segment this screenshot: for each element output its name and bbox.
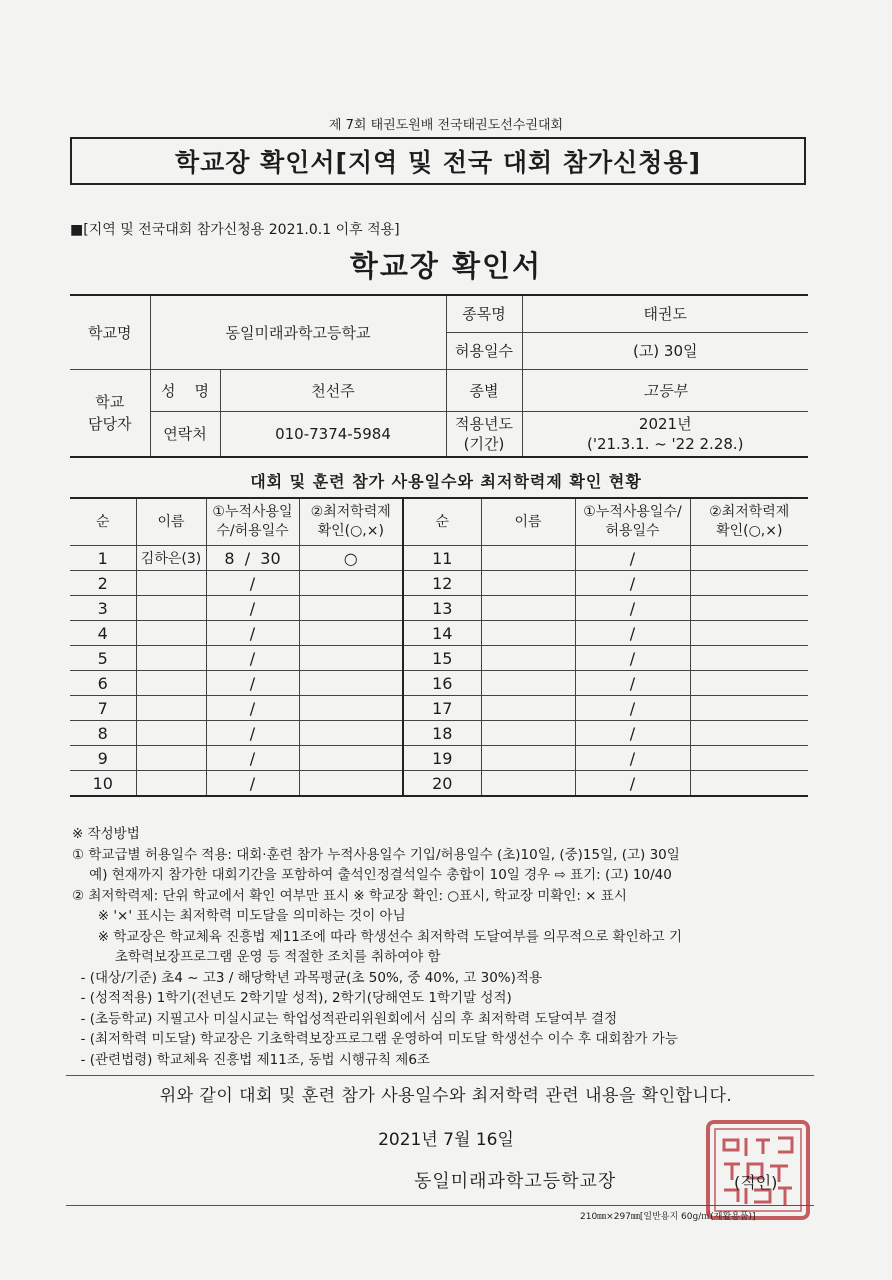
- document-heading: 학교장 확인서[지역 및 전국 대회 참가신청용]: [174, 148, 702, 177]
- col-acad2-line2: 확인(○,×): [716, 523, 783, 539]
- row-no2: 14: [403, 621, 481, 646]
- row-acad: [299, 571, 403, 596]
- row-name2: [481, 571, 575, 596]
- row-name: 김하은(3): [136, 546, 206, 571]
- year-value: [522, 411, 808, 457]
- row-acad2: [690, 621, 808, 646]
- paper-spec: 210㎜×297㎜[일반용지 60g/㎡(재활용품)]: [580, 1212, 756, 1222]
- row-acad: [299, 771, 403, 797]
- table-row: [70, 771, 808, 797]
- col-days-line1: ①누적사용일: [212, 504, 293, 520]
- table-row: [70, 546, 808, 571]
- event-value: 태권도: [522, 295, 808, 332]
- row-days: /: [206, 596, 299, 621]
- row-acad: [299, 721, 403, 746]
- col-days2-line1: ①누적사용일수/: [583, 504, 682, 520]
- document-heading-box: [70, 137, 806, 185]
- row-acad: [299, 646, 403, 671]
- row-name: [136, 571, 206, 596]
- year-label: [446, 411, 522, 457]
- table-row: [70, 696, 808, 721]
- row-days: /: [206, 571, 299, 596]
- instruction-line: ※ '×' 표시는 최저학력 미도달을 의미하는 것이 아님: [72, 908, 406, 924]
- row-no: 1: [70, 546, 136, 571]
- row-days: /: [206, 746, 299, 771]
- row-no2: 16: [403, 671, 481, 696]
- row-name: [136, 646, 206, 671]
- year-label-line1: 적용년도: [455, 414, 513, 433]
- school-label: 학교명: [70, 295, 150, 369]
- instruction-line: 초학력보장프로그램 운영 등 적절한 조치를 취하여야 함: [72, 949, 441, 965]
- competition-name: 제 7회 태권도원배 전국태권도선수권대회: [328, 118, 564, 133]
- row-name2: [481, 646, 575, 671]
- row-acad2: [690, 646, 808, 671]
- school-name: 동일미래과학고등학교: [150, 295, 446, 369]
- col-acad-header: [299, 498, 403, 546]
- row-acad: [299, 621, 403, 646]
- instruction-line: ① 학교급별 허용일수 적용: 대회·훈련 참가 누적사용일수 기입/허용일수 (초)10일, (중)15일, (고) 30일: [72, 846, 680, 863]
- col-acad2-header: [690, 498, 808, 546]
- row-acad2: [690, 671, 808, 696]
- row-name2: [481, 771, 575, 797]
- allowed-days-value: (고) 30일: [522, 332, 808, 369]
- row-days2: /: [575, 696, 690, 721]
- row-no: 8: [70, 721, 136, 746]
- row-name2: [481, 546, 575, 571]
- instruction-line: ※ 학교장은 학교체육 진흥법 제11조에 따라 학생선수 최저학력 도달여부를 의무적으로 확인하고 기: [72, 928, 683, 945]
- row-no: 6: [70, 671, 136, 696]
- row-name: [136, 621, 206, 646]
- row-acad2: [690, 771, 808, 797]
- name-label: 성 명: [150, 369, 220, 411]
- contact-label: 연락처: [150, 411, 220, 457]
- col-days2-header: [575, 498, 690, 546]
- event-label: 종목명: [446, 295, 522, 332]
- row-name: [136, 746, 206, 771]
- applicability-notice: ■[지역 및 전국대회 참가신청용 2021.0.1 이후 적용]: [70, 222, 400, 238]
- row-days2: /: [575, 546, 690, 571]
- col-acad2-line1: ②최저학력제: [709, 504, 790, 520]
- instruction-line: - (초등학교) 지필고사 미실시교는 학업성적관리위원회에서 심의 후 최저학력 도달여부 결정: [72, 1010, 618, 1027]
- period: ('21.3.1. ~ '22 2.28.): [586, 434, 744, 453]
- row-name: [136, 596, 206, 621]
- row-days2: /: [575, 771, 690, 797]
- row-acad: [299, 596, 403, 621]
- table-row: [70, 671, 808, 696]
- row-acad: ○: [299, 546, 403, 571]
- divider: [66, 1075, 814, 1076]
- row-days2: /: [575, 621, 690, 646]
- bottom-divider: [66, 1205, 814, 1206]
- row-name2: [481, 621, 575, 646]
- row-no: 4: [70, 621, 136, 646]
- issue-date: 2021년 7월 16일: [378, 1130, 514, 1150]
- row-acad2: [690, 596, 808, 621]
- year-label-line2: (기간): [463, 434, 505, 453]
- table-row: [70, 571, 808, 596]
- table-row: [70, 721, 808, 746]
- col-days-line2: 수/허용일수: [216, 523, 289, 539]
- row-acad2: [690, 571, 808, 596]
- seal-label: (직인): [734, 1173, 778, 1192]
- row-acad2: [690, 546, 808, 571]
- row-days: /: [206, 696, 299, 721]
- row-acad2: [690, 696, 808, 721]
- row-days2: /: [575, 596, 690, 621]
- row-no: 10: [70, 771, 136, 797]
- row-no2: 11: [403, 546, 481, 571]
- row-acad: [299, 671, 403, 696]
- instruction-line: - (관련법령) 학교체육 진흥법 제11조, 동법 시행규칙 제6조: [72, 1051, 430, 1068]
- row-name2: [481, 696, 575, 721]
- row-acad2: [690, 746, 808, 771]
- row-acad: [299, 746, 403, 771]
- category-label: 종별: [446, 369, 522, 411]
- col-no-header: 순: [70, 498, 136, 546]
- row-no: 3: [70, 596, 136, 621]
- status-table: [70, 497, 808, 797]
- contact-value: 010-7374-5984: [220, 411, 446, 457]
- row-no: 5: [70, 646, 136, 671]
- table-row: [70, 746, 808, 771]
- row-days2: /: [575, 746, 690, 771]
- allowed-days-label: 허용일수: [446, 332, 522, 369]
- row-days2: /: [575, 646, 690, 671]
- instructions: [72, 824, 812, 1070]
- row-no2: 20: [403, 771, 481, 797]
- row-no: 7: [70, 696, 136, 721]
- year: 2021년: [638, 414, 692, 433]
- row-no: 2: [70, 571, 136, 596]
- row-name: [136, 771, 206, 797]
- school-info-table: [70, 294, 808, 458]
- confirmation-statement: 위와 같이 대회 및 훈련 참가 사용일수와 최저학력 관련 내용을 확인합니다.: [159, 1086, 733, 1106]
- col-acad-line2: 확인(○,×): [317, 523, 384, 539]
- manager-label-line1: 학교: [95, 392, 125, 411]
- row-no2: 12: [403, 571, 481, 596]
- table-row: [70, 621, 808, 646]
- table-row: [70, 646, 808, 671]
- row-no2: 19: [403, 746, 481, 771]
- table-row: [70, 596, 808, 621]
- manager-name: 천선주: [220, 369, 446, 411]
- row-days: /: [206, 621, 299, 646]
- row-days: 8 / 30: [206, 546, 299, 571]
- principal-title: 동일미래과학고등학교장: [414, 1171, 617, 1192]
- col-no2-header: 순: [403, 498, 481, 546]
- status-title: 대회 및 훈련 참가 사용일수와 최저학력제 확인 현황: [250, 472, 642, 491]
- row-days2: /: [575, 571, 690, 596]
- page-title: 학교장 확인서: [349, 249, 543, 283]
- col-name-header: 이름: [136, 498, 206, 546]
- row-days: /: [206, 771, 299, 797]
- instruction-line: - (성적적용) 1학기(전년도 2학기말 성적), 2학기(당해연도 1학기말 성적): [72, 990, 512, 1006]
- category-value: 고등부: [522, 369, 808, 411]
- col-acad-line1: ②최저학력제: [310, 504, 391, 520]
- row-name2: [481, 671, 575, 696]
- row-days2: /: [575, 671, 690, 696]
- instruction-line: - (최저학력 미도달) 학교장은 기초학력보장프로그램 운영하여 미도달 학생선수 이수 후 대회참가 가능: [72, 1031, 678, 1047]
- row-name2: [481, 596, 575, 621]
- row-name2: [481, 721, 575, 746]
- instruction-line: ② 최저학력제: 단위 학교에서 확인 여부만 표시 ※ 학교장 확인: ○표시, 학교장 미확인: × 표시: [72, 887, 627, 904]
- row-days: /: [206, 671, 299, 696]
- row-no: 9: [70, 746, 136, 771]
- row-acad: [299, 696, 403, 721]
- col-days2-line2: 허용일수: [605, 523, 660, 539]
- row-name: [136, 696, 206, 721]
- col-days-header: [206, 498, 299, 546]
- instruction-line: ※ 작성방법: [72, 826, 140, 842]
- row-name2: [481, 746, 575, 771]
- row-no2: 13: [403, 596, 481, 621]
- row-no2: 17: [403, 696, 481, 721]
- row-days: /: [206, 646, 299, 671]
- instruction-line: - (대상/기준) 초4 ~ 고3 / 해당학년 과목평균(초 50%, 중 40%, 고 30%)적용: [72, 969, 542, 986]
- col-name2-header: 이름: [481, 498, 575, 546]
- row-name: [136, 671, 206, 696]
- row-days: /: [206, 721, 299, 746]
- instruction-line: 예) 현재까지 참가한 대회기간을 포함하여 출석인정결석일수 총합이 10일 경우 ⇨ 표기: (고) 10/40: [72, 867, 672, 883]
- row-no2: 15: [403, 646, 481, 671]
- row-acad2: [690, 721, 808, 746]
- manager-label: [70, 369, 150, 457]
- row-days2: /: [575, 721, 690, 746]
- row-no2: 18: [403, 721, 481, 746]
- manager-label-line2: 담당자: [88, 414, 132, 433]
- row-name: [136, 721, 206, 746]
